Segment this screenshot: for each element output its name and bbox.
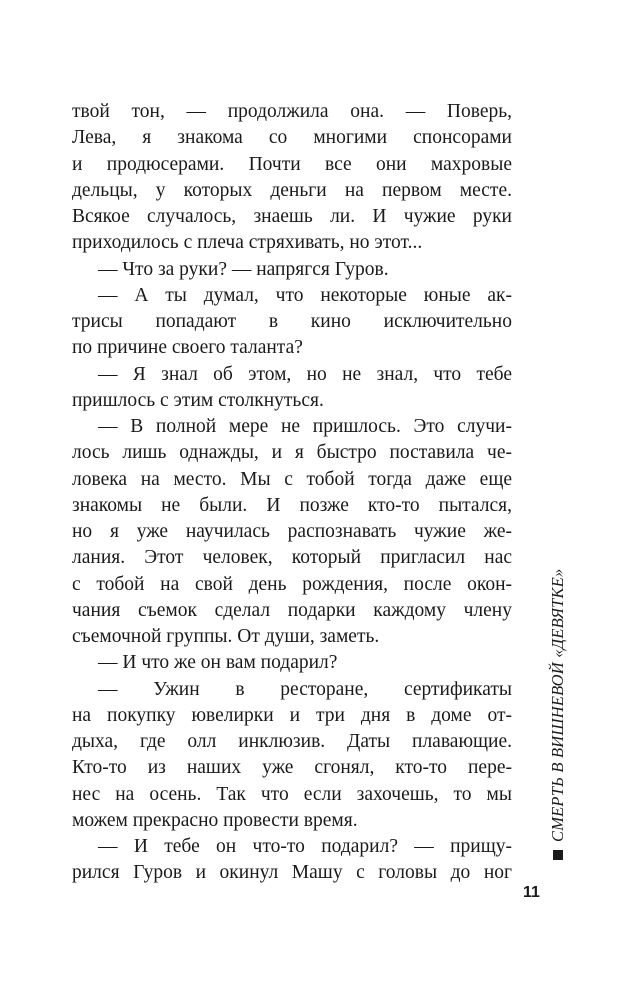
text-line: лось лишь однажды, и я быстро поставила че-: [72, 442, 512, 464]
text-line: знакомы не были. И позже кто-то пытался,: [72, 494, 512, 516]
text-line: ловека на место. Мы с тобой тогда даже еще: [72, 468, 512, 490]
text-line: дельцы, у которых деньги на первом месте.: [72, 179, 512, 201]
text-line: приходилось с плеча стряхивать, но этот...: [72, 232, 423, 254]
page-number: 11: [523, 884, 540, 901]
text-line: по причине своего таланта?: [72, 337, 303, 359]
running-title-text: СМЕРТЬ В ВИШНЕВОЙ «ДЕВЯТКЕ»: [548, 568, 567, 842]
text-line: — Что за руки? — напрягся Гуров.: [98, 258, 389, 280]
text-line: с тобой на свой день рождения, после окон-: [72, 573, 512, 595]
text-line: но я уже научилась распознавать чужие же-: [72, 521, 512, 542]
text-line: чания съемок сделал подарки каждому члену: [72, 599, 512, 621]
text-line: — В полной мере не пришлось. Это случи-: [98, 416, 512, 437]
text-line: на покупку ювелирки и три дня в доме от-: [72, 704, 512, 726]
text-line: съемочной группы. От души, заметь.: [72, 626, 380, 647]
text-line: можем прекрасно провести время.: [72, 809, 358, 831]
text-line: нес на осень. Так что если захочешь, то мы: [72, 783, 512, 805]
text-line: пришлось с этим столкнуться.: [72, 389, 324, 411]
text-line: Кто-то из наших уже сгонял, кто-то пере-: [72, 757, 512, 779]
text-line: дыха, где олл инклюзив. Даты плавающие.: [72, 731, 512, 752]
text-line: лания. Этот человек, который пригласил нас: [72, 547, 512, 569]
text-line: — Я знал об этом, но не знал, что тебе: [98, 363, 512, 385]
body-text: [72, 99, 512, 887]
text-line: Всякое случалось, знаешь ли. И чужие руки: [72, 206, 512, 227]
text-line: и продюсерами. Почти все они махровые: [72, 153, 512, 175]
text-line: Лева, я знакома со многими спонсорами: [72, 127, 512, 149]
text-line: — Ужин в ресторане, сертификаты: [98, 678, 512, 700]
text-line: твой тон, — продолжила она. — Поверь,: [72, 101, 512, 122]
square-marker-icon: [553, 850, 563, 860]
text-line: — А ты думал, что некоторые юные ак-: [98, 284, 512, 306]
text-line: — И что же он вам подарил?: [98, 652, 338, 674]
text-line: — И тебе он что-то подарил? — прищу-: [98, 836, 512, 857]
running-title: [548, 520, 568, 860]
text-line: рился Гуров и окинул Машу с головы до ног: [72, 862, 512, 884]
text-line: трисы попадают в кино исключительно: [72, 311, 512, 332]
